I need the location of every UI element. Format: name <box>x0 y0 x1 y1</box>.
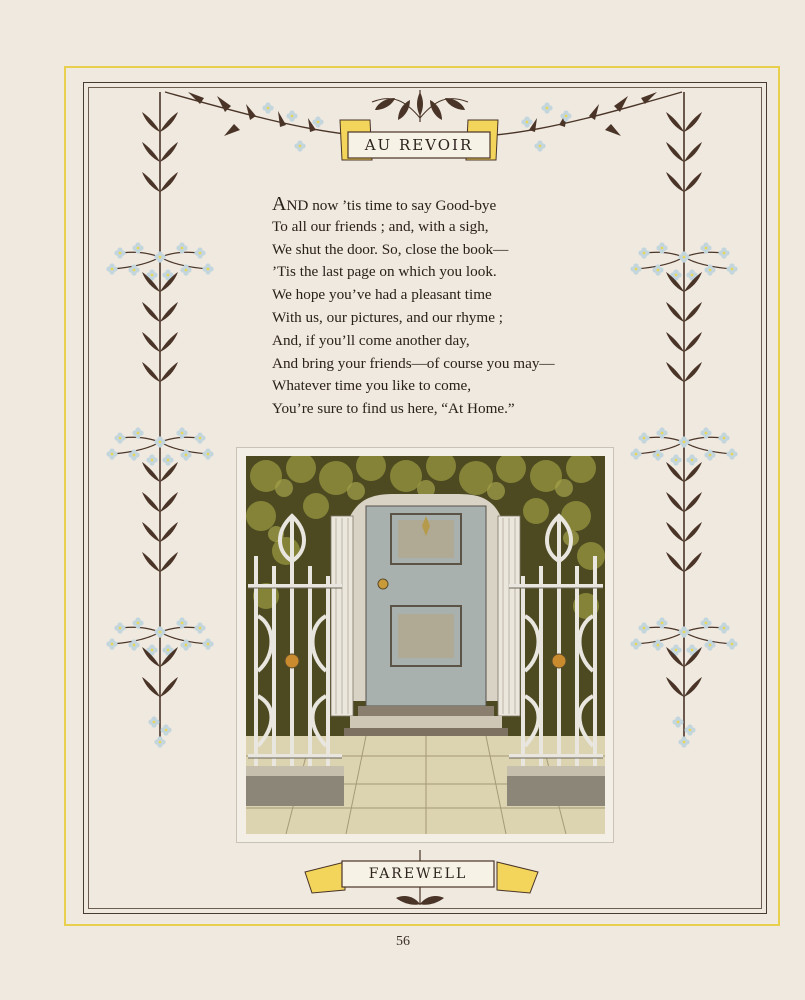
page-title: AU REVOIR <box>364 136 474 154</box>
poem-line: We hope you’ve had a pleasant time <box>272 286 492 304</box>
gate-door-illustration <box>246 456 605 834</box>
page-number: 56 <box>396 934 410 949</box>
farewell-banner: FAREWELL <box>368 866 468 882</box>
poem-line: ’Tis the last page on which you look. <box>272 263 497 281</box>
poem-line: And, if you’ll come another day, <box>272 331 470 349</box>
poem-initial: A <box>272 193 287 215</box>
right-vine <box>630 92 737 748</box>
poem-line <box>272 193 612 216</box>
poem-line: To all our friends ; and, with a sigh, <box>272 217 489 235</box>
poem-line: We shut the door. So, close the book— <box>272 240 509 258</box>
poem-line: Whatever time you like to come, <box>272 377 472 395</box>
poem-first-word: ND <box>286 197 309 214</box>
poem-first-line-rest: now ’tis time to say Good-bye <box>308 197 497 214</box>
poem <box>272 193 612 421</box>
left-vine <box>106 92 213 748</box>
poem-line: With us, our pictures, and our rhyme ; <box>272 308 503 326</box>
poem-line: And bring your friends—of course you may— <box>272 354 555 372</box>
poem-line: You’re sure to find us here, “At Home.” <box>272 400 515 418</box>
